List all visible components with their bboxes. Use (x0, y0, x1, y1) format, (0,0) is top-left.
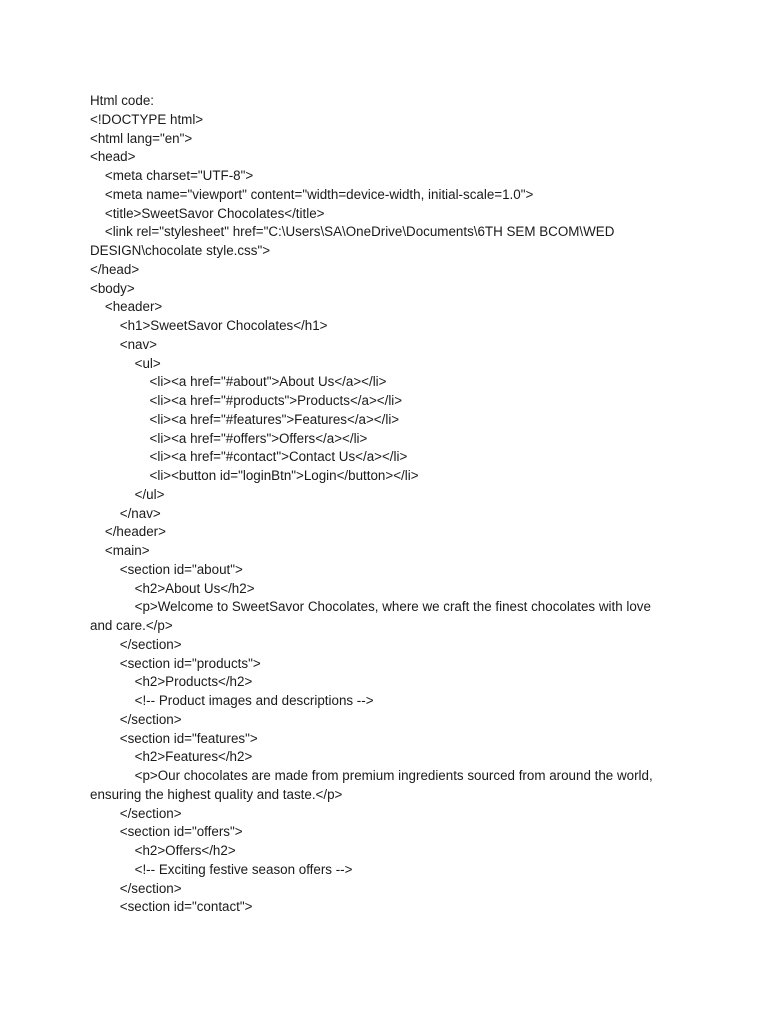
code-line: <h2>Offers</h2> (90, 843, 236, 858)
code-line: <section id="about"> (90, 561, 243, 577)
code-line: </section> (90, 636, 182, 652)
code-line: <li><a href="#features">Features</a></li> (90, 411, 400, 427)
code-line: DESIGN\chocolate style.css"> (90, 243, 271, 258)
code-line: <h2>Features</h2> (90, 749, 253, 765)
code-line: </section> (90, 880, 182, 896)
code-line: <h1>SweetSavor Chocolates</h1> (90, 318, 328, 333)
code-line: <li><button id="loginBtn">Login</button></li> (90, 468, 419, 483)
code-line: <ul> (90, 355, 161, 371)
code-line: </nav> (90, 505, 161, 521)
code-line: <h2>Products</h2> (90, 674, 253, 690)
code-line: <meta charset="UTF-8"> (90, 168, 254, 183)
code-line: </head> (90, 261, 140, 277)
code-line: </header> (90, 524, 166, 540)
code-line: <head> (90, 149, 136, 165)
code-line: <!DOCTYPE html> (90, 111, 204, 127)
code-line: </ul> (90, 486, 165, 502)
code-line: and care.</p> (90, 618, 173, 633)
code-line: <html lang="en"> (90, 130, 193, 146)
code-line: <!-- Product images and descriptions --> (90, 693, 374, 708)
code-line: <section id="offers"> (90, 824, 243, 840)
code-line: </section> (90, 805, 182, 821)
code-line: <header> (90, 299, 163, 315)
code-line: <link rel="stylesheet" href="C:\Users\SA\OneDrive\Documents\6TH SEM BCOM\WED (90, 224, 615, 240)
code-line: <p>Welcome to SweetSavor Chocolates, where we craft the finest chocolates with love (90, 599, 651, 615)
code-line: <nav> (90, 336, 157, 352)
code-line: <section id="products"> (90, 655, 261, 671)
code-line: </section> (90, 711, 182, 727)
code-line: Html code: (90, 93, 154, 108)
code-line: <meta name="viewport" content="width=device-width, initial-scale=1.0"> (90, 186, 534, 202)
code-line: <li><a href="#offers">Offers</a></li> (90, 430, 368, 446)
code-line: <main> (90, 543, 150, 558)
code-line: <p>Our chocolates are made from premium ingredients sourced from around the world, (90, 768, 653, 783)
code-line: <title>SweetSavor Chocolates</title> (90, 205, 325, 221)
code-line: <h2>About Us</h2> (90, 580, 255, 596)
code-line: <!-- Exciting festive season offers --> (90, 861, 353, 877)
code-line: <li><a href="#products">Products</a></li> (90, 393, 403, 408)
code-line: <li><a href="#contact">Contact Us</a></li> (90, 449, 408, 465)
code-line: <section id="features"> (90, 730, 258, 746)
code-line: <body> (90, 280, 135, 296)
code-line: <li><a href="#about">About Us</a></li> (90, 374, 387, 390)
code-line: ensuring the highest quality and taste.</p> (90, 786, 343, 802)
code-line: <section id="contact"> (90, 899, 253, 915)
code-listing (90, 92, 690, 917)
